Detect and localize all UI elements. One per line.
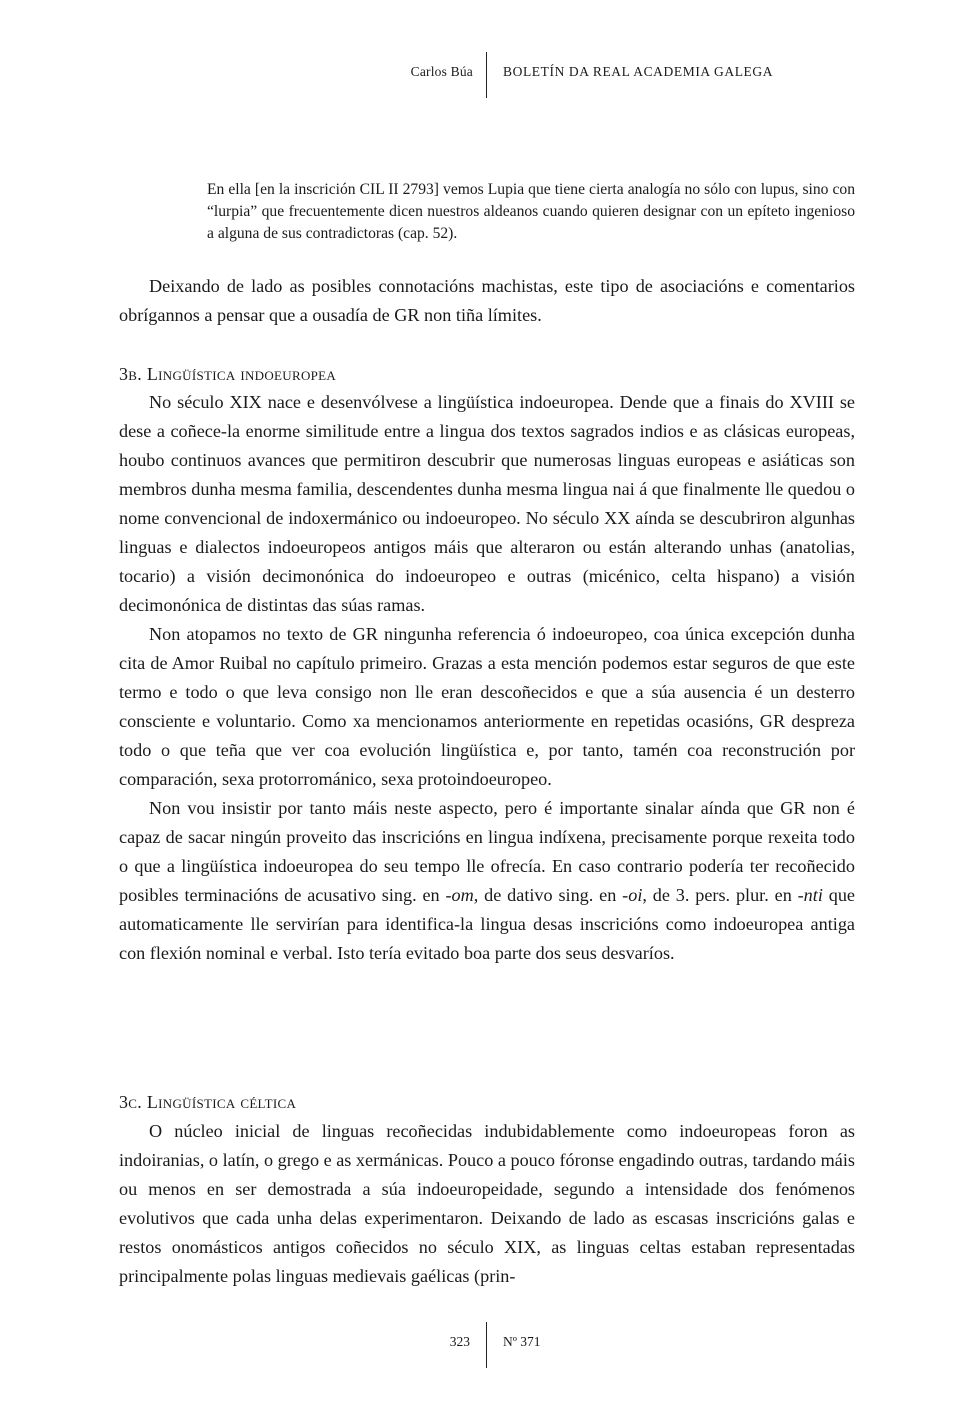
section-heading-3b: 3b. Lingüística indoeuropea	[119, 364, 337, 384]
footer-divider	[486, 1322, 487, 1368]
issue-number: Nº 371	[503, 1334, 541, 1349]
running-header	[0, 52, 975, 98]
section-heading-3c: 3c. Lingüística céltica	[119, 1092, 297, 1112]
text-run: , de 3. pers. plur. en	[642, 885, 798, 905]
page-number: 323	[449, 1334, 470, 1349]
intro-paragraph-block	[119, 272, 855, 330]
paragraph: No século XIX nace e desenvólvese a lingüística indoeuropea. Dende que a finais do XVIII se dese a coñece-la enorme similitude entre a lingua dos textos sagrados indios e as clásicas europeas, houbo continuos avances que permitiron descubrir que numerosas linguas europeas e asiáticas son membros dunha mesma familia, descendentes dunha mesma lingua nai á que finalmente lle quedou o nome convencional de indoxermánico ou indoeuropeo. No século XX aínda se descubriron algunhas linguas e dialectos indoeuropeos antigos máis que alteraron ou están alterando unhas (anatolias, tocario) a visión decimonónica do indoeuropeo e outras (micénico, celta hispano) a visión decimonónica de distintas das súas ramas.	[119, 392, 855, 615]
paragraph: Non atopamos no texto de GR ningunha referencia ó indoeuropeo, coa única excepción dunha cita de Amor Ruibal no capítulo primeiro. Grazas a esta mención podemos estar seguros de que este termo e todo o que leva consigo non lle eran descoñecidos e que a súa ausencia é un desterro consciente e voluntario. Como xa mencionamos anteriormente en repetidas ocasións, GR desprezа todo o que teña que ver coa evolución lingüística e, por tanto, tamén coa reconstrución por comparación, sexa protorrománico, sexa protoindoeuropeo.	[119, 624, 855, 789]
paragraph	[119, 794, 855, 968]
section-3c-body	[119, 1117, 855, 1291]
header-divider	[486, 52, 487, 98]
paragraph: Deixando de lado as posibles connotacións machistas, este tipo de asociacións e comentarios obrígannos a pensar que a ousadía de GR non tiña límites.	[119, 276, 855, 325]
block-quote: En ella [en la inscrición CIL II 2793] vemos Lupia que tiene cierta analogía no sólo con lupus, sino con “lurpia” que frecuentemente dicen nuestros aldeanos cuando quieren designar con un epíteto ingenioso a alguna de sus contradictoras (cap. 52).	[207, 181, 855, 242]
text-run: que automaticamente lle servirían para identifica-la lingua desas inscricións como indoeuropea antiga con flexión nominal e verbal. Isto tería evitado boa parte dos seus desvaríos.	[119, 885, 855, 963]
running-footer	[0, 1322, 975, 1368]
italic-suffix: -om	[445, 885, 474, 905]
text-run: Non vou insistir por tanto máis neste aspecto, pero é importante sinalar aínda que GR non é capaz de sacar ningún proveito das inscricións en lingua indíxena, precisamente porque rexeita todo o que a lingüística indoeuropea do seu tempo lle ofrecía. En caso contrario podería ter recoñecido posibles terminacións de acusativo sing. en	[119, 798, 855, 905]
italic-suffix: -nti	[797, 885, 823, 905]
italic-suffix: -oi	[622, 885, 643, 905]
section-3b-body	[119, 388, 855, 968]
header-author: Carlos Búa	[410, 64, 473, 79]
header-journal-title: BOLETÍN DA REAL ACADEMIA GALEGA	[503, 64, 774, 79]
paragraph: O núcleo inicial de linguas recoñecidas indubidablemente como indoeuropeas foron as indoiranias, o latín, o grego e as xermánicas. Pouco a pouco fóronse engadindo outras, tardando máis ou menos en ser demostrada a súa indoeuropeidade, segundo a intensidade dos fenómenos evolutivos que cada unha delas experimentaron. Deixando de lado as escasas inscricións galas e restos onomásticos antigos coñecidos no século XIX, as linguas celtas estaban representadas principalmente polas linguas medievais gaélicas (prin-	[119, 1121, 855, 1286]
text-run: , de dativo sing. en	[473, 885, 623, 905]
